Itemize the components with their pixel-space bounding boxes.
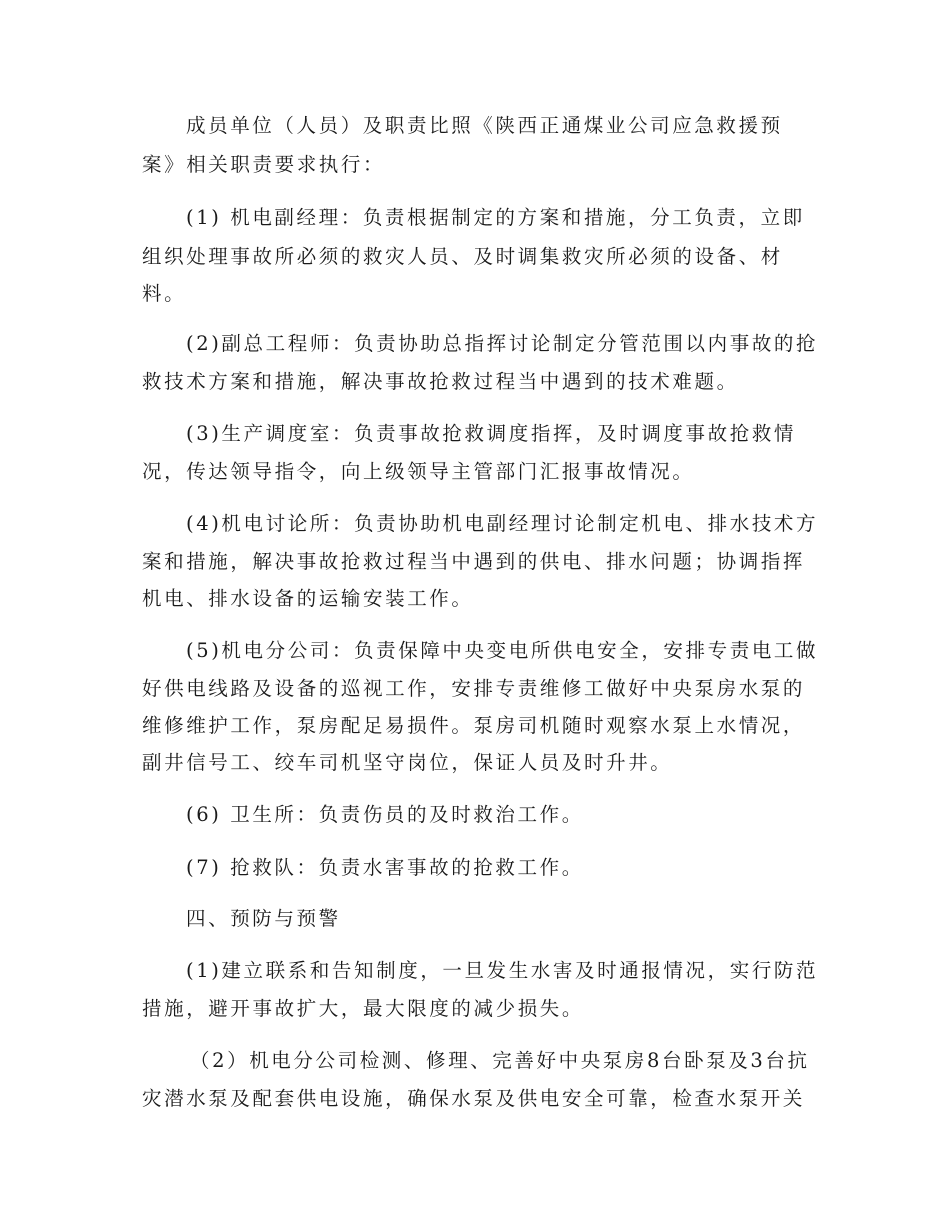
text-line: （2）机电分公司检测、修理、完善好中央泵房8台卧泵及3台抗 bbox=[190, 1049, 810, 1072]
text-line: 料。 bbox=[142, 282, 187, 305]
text-line: (5)机电分公司：负责保障中央变电所供电安全，安排专责电工做 bbox=[186, 639, 819, 662]
text-line: (1)建立联系和告知制度，一旦发生水害及时通报情况，实行防范 bbox=[186, 959, 819, 982]
text-line: 况，传达领导指令，向上级领导主管部门汇报事故情况。 bbox=[142, 460, 695, 483]
text-line: (1) 机电副经理：负责根据制定的方案和措施，分工负责，立即 bbox=[186, 206, 805, 229]
text-line: 维修维护工作，泵房配足易损件。泵房司机随时观察水泵上水情况， bbox=[142, 714, 806, 737]
text-line: 成员单位（人员）及职责比照《陕西正通煤业公司应急救援预 bbox=[186, 114, 783, 137]
text-line: (7) 抢救队：负责水害事故的抢救工作。 bbox=[186, 856, 584, 879]
section-heading: 四、预防与预警 bbox=[186, 907, 341, 930]
text-line: (6) 卫生所：负责伤员的及时救治工作。 bbox=[186, 803, 584, 826]
text-line: 案和措施，解决事故抢救过程当中遇到的供电、排水问题；协调指挥 bbox=[142, 550, 806, 573]
text-line: (2)副总工程师：负责协助总指挥讨论制定分管范围以内事故的抢 bbox=[186, 332, 819, 355]
text-line: 副井信号工、绞车司机坚守岗位，保证人员及时升井。 bbox=[142, 751, 673, 774]
text-line: 救技术方案和措施，解决事故抢救过程当中遇到的技术难题。 bbox=[142, 370, 739, 393]
text-line: (3)生产调度室：负责事故抢救调度指挥，及时调度事故抢救情 bbox=[186, 422, 797, 445]
text-line: 措施，避开事故扩大，最大限度的减少损失。 bbox=[142, 997, 585, 1020]
text-line: 灾潜水泵及配套供电设施，确保水泵及供电安全可靠，检查水泵开关 bbox=[142, 1087, 806, 1110]
text-line: 组织处理事故所必须的救灾人员、及时调集救灾所必须的设备、材 bbox=[142, 245, 783, 268]
text-line: (4)机电讨论所：负责协助机电副经理讨论制定机电、排水技术方 bbox=[186, 512, 819, 535]
text-line: 机电、排水设备的运输安装工作。 bbox=[142, 587, 474, 610]
text-line: 好供电线路及设备的巡视工作，安排专责维修工做好中央泵房水泵的 bbox=[142, 677, 806, 700]
text-line: 案》相关职责要求执行： bbox=[142, 153, 386, 176]
